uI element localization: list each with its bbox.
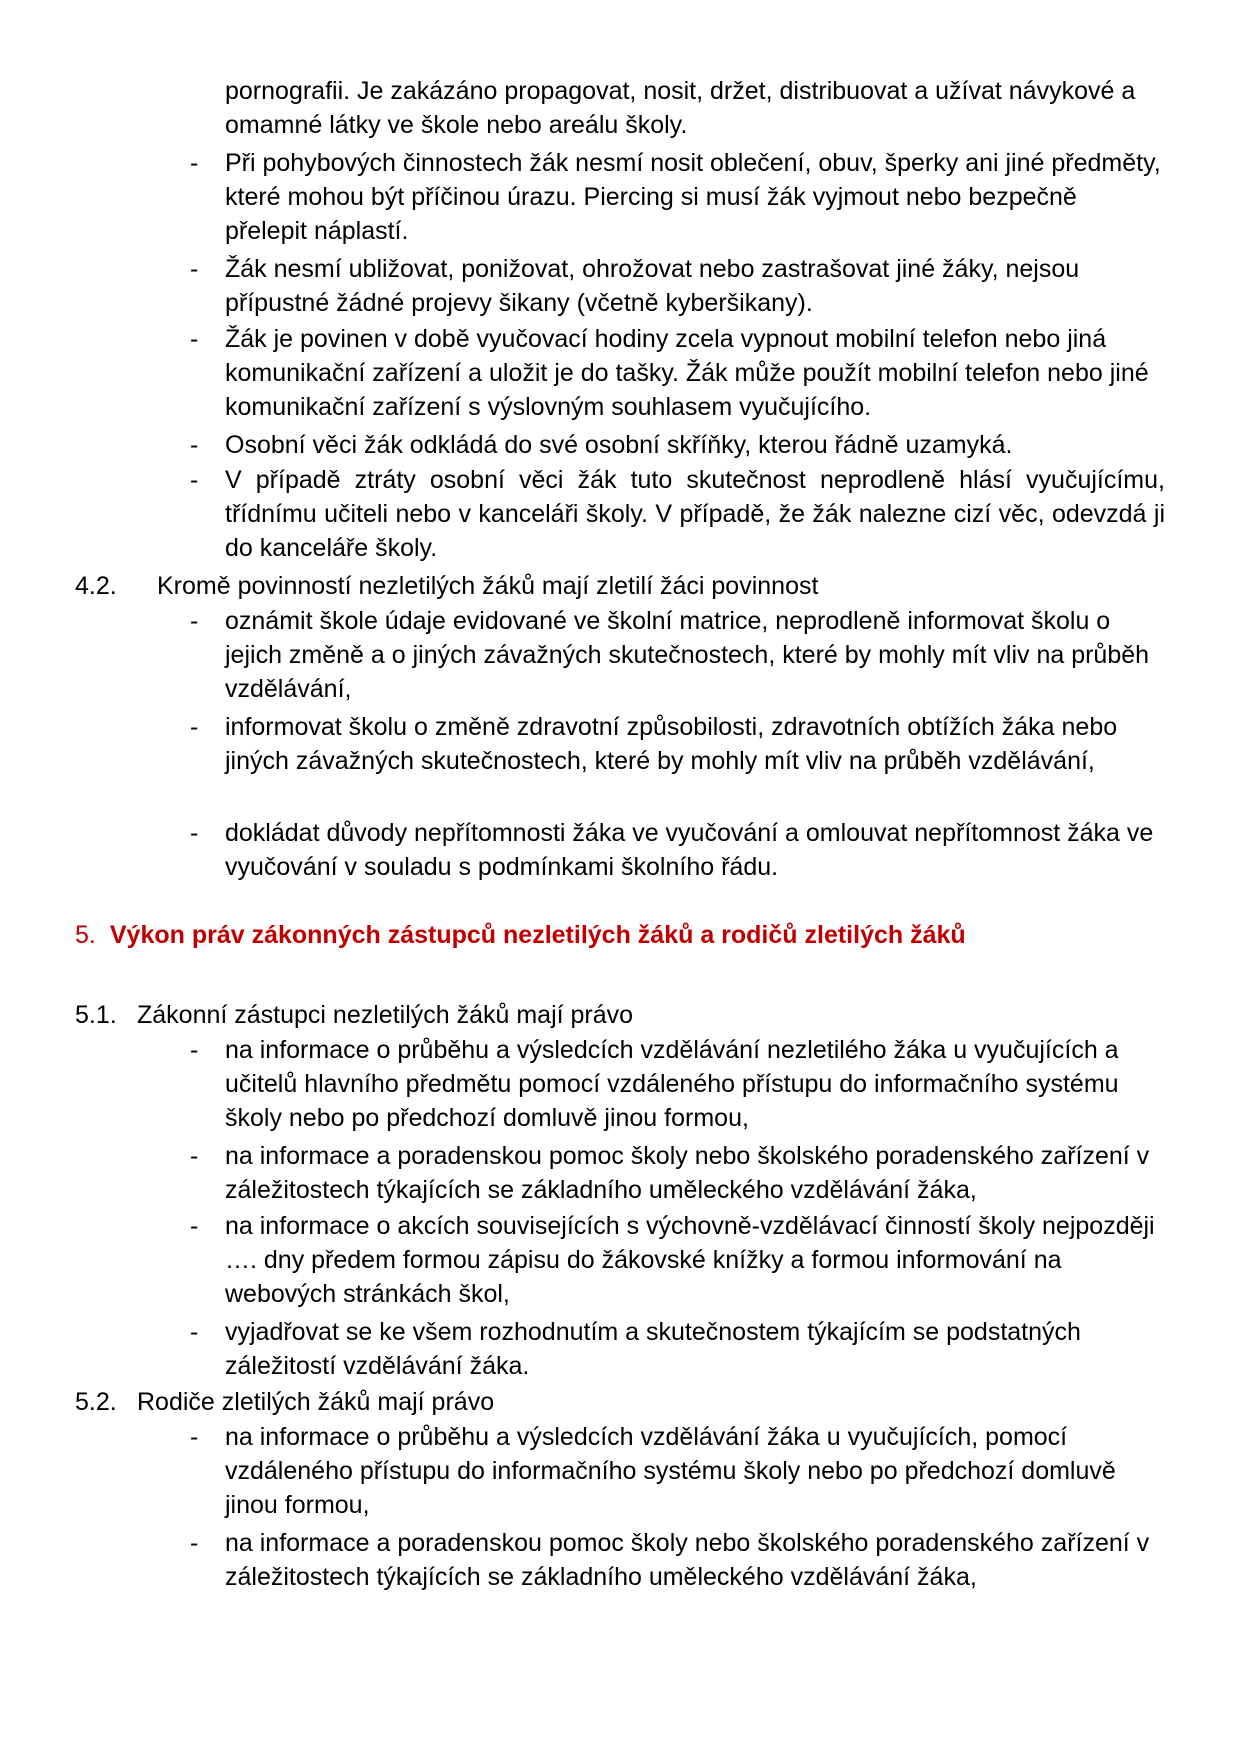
bullet-dash: - [190,819,199,847]
list-item [190,1139,1165,1207]
list-item [190,816,1165,884]
bullet-dash: - [190,149,199,177]
section-text: Kromě povinností nezletilých žáků mají zletilí žáci povinnost [157,572,819,600]
section-4-2-heading [75,569,818,603]
list-item-text: Při pohybových činnostech žák nesmí nosit oblečení, obuv, šperky ani jiné předměty, které mohou být příčinou úrazu. Piercing si musí žák vyjmout nebo bezpečně přelepit náplastí. [225,149,1161,245]
bullet-dash: - [190,1423,199,1451]
list-item [190,604,1165,706]
list-item-text: na informace o akcích souvisejících s výchovně-vzdělávací činností školy nejpozději …. dny předem formou zápisu do žákovské knížky a formou informování na webových stránkách škol, [225,1212,1155,1308]
list-item-text: na informace a poradenskou pomoc školy nebo školského poradenského zařízení v záležitostech týkajících se základního uměleckého vzdělávání žáka, [225,1142,1150,1204]
list-item-text: Žák nesmí ubližovat, ponižovat, ohrožovat nebo zastrašovat jiné žáky, nejsou přípustné žádné projevy šikany (včetně kyberšikany). [225,255,1080,317]
bullet-dash: - [190,431,199,459]
section-number: 5.1. [75,1001,117,1029]
bullet-dash: - [190,325,199,353]
section-number: 5. [75,921,96,949]
section-5-2-heading [75,1385,494,1419]
list-item [190,1420,1165,1522]
section-5-1-heading [75,998,633,1032]
list-item [190,252,1165,320]
list-item-text: V případě ztráty osobní věci žák tuto skutečnost neprodleně hlásí vyučujícímu, třídnímu učiteli nebo v kanceláři školy. V případě, že žák nalezne cizí věc, odevzdá ji do kanceláře školy. [225,466,1165,562]
list-item [190,322,1165,424]
bullet-dash: - [190,607,199,635]
list-item [190,1526,1165,1594]
list-item [190,1315,1165,1383]
section-5-heading [75,918,966,952]
list-item-text: Žák je povinen v době vyučovací hodiny zcela vypnout mobilní telefon nebo jiná komunikační zařízení a uložit je do tašky. Žák může použít mobilní telefon nebo jiné komunikační zařízení s výslovným souhlasem vyučujícího. [225,325,1149,421]
list-item [190,710,1165,778]
section-title: Výkon práv zákonných zástupců nezletilých žáků a rodičů zletilých žáků [109,921,966,949]
list-item [190,1209,1165,1311]
section-number: 4.2. [75,572,117,600]
list-item-text: informovat školu o změně zdravotní způsobilosti, zdravotních obtížích žáka nebo jiných závažných skutečnostech, které by mohly mít vliv na průběh vzdělávání, [225,713,1118,775]
list-item [190,463,1165,565]
bullet-dash: - [190,1318,199,1346]
bullet-dash: - [190,1529,199,1557]
list-item-text: dokládat důvody nepřítomnosti žáka ve vyučování a omlouvat nepřítomnost žáka ve vyučování v souladu s podmínkami školního řádu. [225,819,1154,881]
list-item-text: na informace o průběhu a výsledcích vzdělávání žáka u vyučujících, pomocí vzdáleného přístupu do informačního systému školy nebo po předchozí domluvě jinou formou, [225,1423,1116,1519]
bullet-dash: - [190,1142,199,1170]
bullet-dash: - [190,1212,199,1240]
list-item-text: oznámit škole údaje evidované ve školní matrice, neprodleně informovat školu o jejich změně a o jiných závažných skutečnostech, které by mohly mít vliv na průběh vzdělávání, [225,607,1150,703]
section-text: Zákonní zástupci nezletilých žáků mají právo [137,1001,634,1029]
bullet-dash: - [190,1036,199,1064]
bullet-dash: - [190,466,199,494]
list-item-text: na informace a poradenskou pomoc školy nebo školského poradenského zařízení v záležitostech týkajících se základního uměleckého vzdělávání žáka, [225,1529,1150,1591]
list-item [190,1033,1165,1135]
list-item-text: na informace o průběhu a výsledcích vzdělávání nezletilého žáka u vyučujících a učitelů hlavního předmětu pomocí vzdáleného přístupu do informačního systému školy nebo po předchozí domluvě jinou formou, [225,1036,1119,1132]
bullet-dash: - [190,255,199,283]
list-item [190,428,1165,462]
intro-continuation: pornografii. Je zakázáno propagovat, nosit, držet, distribuovat a užívat návykové a omamné látky ve škole nebo areálu školy. [225,77,1136,139]
list-item [190,146,1165,248]
section-number: 5.2. [75,1388,117,1416]
list-item-text: Osobní věci žák odkládá do své osobní skříňky, kterou řádně uzamyká. [225,431,1013,459]
list-item-text: vyjadřovat se ke všem rozhodnutím a skutečnostem týkajícím se podstatných záležitostí vzdělávání žáka. [225,1318,1081,1380]
section-text: Rodiče zletilých žáků mají právo [137,1388,495,1416]
bullet-dash: - [190,713,199,741]
